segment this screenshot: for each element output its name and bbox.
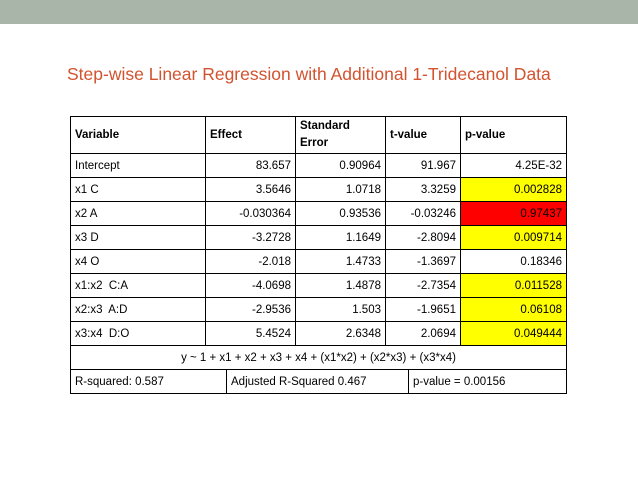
cell-t-value: -0.03246 [386,202,461,226]
cell-std-error: 1.503 [296,298,386,322]
cell-std-error: 1.4733 [296,250,386,274]
formula-row [71,346,567,370]
cell-t-value: 91.967 [386,154,461,178]
slide-title: Step-wise Linear Regression with Additional 1-Tridecanol Data [67,64,551,84]
table-header-row [71,117,567,154]
regression-formula: y ~ 1 + x1 + x2 + x3 + x4 + (x1*x2) + (x2*x3) + (x3*x4) [71,346,567,370]
cell-p-value-highlighted: 0.011528 [461,274,567,298]
cell-t-value: 2.0694 [386,322,461,346]
summary-row [71,370,567,394]
cell-variable: x3:x4 D:O [71,322,206,346]
cell-p-value-highlighted: 0.002828 [461,178,567,202]
header-standard-error-text: Standard Error [300,120,350,149]
regression-table [70,116,567,394]
cell-variable: x1 C [71,178,206,202]
header-standard-error [296,117,386,154]
cell-variable: x1:x2 C:A [71,274,206,298]
cell-std-error: 1.1649 [296,226,386,250]
cell-std-error: 0.90964 [296,154,386,178]
cell-variable: Intercept [71,154,206,178]
table-row [71,154,567,178]
cell-variable: x2 A [71,202,206,226]
cell-p-value-highlighted: 0.06108 [461,298,567,322]
header-p-value: p-value [461,117,567,154]
cell-std-error: 1.0718 [296,178,386,202]
cell-effect: -2.018 [206,250,296,274]
cell-p-value: 0.18346 [461,250,567,274]
table-row [71,226,567,250]
cell-t-value: -2.7354 [386,274,461,298]
table-row [71,178,567,202]
adjusted-r-squared: Adjusted R-Squared 0.467 [227,370,409,393]
cell-t-value: -1.3697 [386,250,461,274]
cell-effect: -3.2728 [206,226,296,250]
cell-std-error: 0.93536 [296,202,386,226]
cell-effect: -2.9536 [206,298,296,322]
cell-effect: 5.4524 [206,322,296,346]
cell-effect: -0.030364 [206,202,296,226]
cell-p-value-highlighted: 0.009714 [461,226,567,250]
summary-table [71,370,567,393]
cell-effect: -4.0698 [206,274,296,298]
r-squared: R-squared: 0.587 [71,370,227,393]
cell-variable: x2:x3 A:D [71,298,206,322]
header-effect: Effect [206,117,296,154]
cell-variable: x4 O [71,250,206,274]
cell-effect: 3.5646 [206,178,296,202]
cell-p-value-highlighted: 0.97437 [461,202,567,226]
table-row [71,322,567,346]
table-row [71,298,567,322]
table-row [71,202,567,226]
cell-t-value: -1.9651 [386,298,461,322]
cell-std-error: 2.6348 [296,322,386,346]
cell-variable: x3 D [71,226,206,250]
cell-t-value: 3.3259 [386,178,461,202]
table-row [71,274,567,298]
cell-t-value: -2.8094 [386,226,461,250]
table-row [71,250,567,274]
top-bar [0,0,638,24]
header-t-value: t-value [386,117,461,154]
cell-p-value-highlighted: 0.049444 [461,322,567,346]
cell-effect: 83.657 [206,154,296,178]
model-p-value: p-value = 0.00156 [413,375,506,388]
header-variable: Variable [71,117,206,154]
summary-cell [71,370,567,394]
cell-std-error: 1.4878 [296,274,386,298]
cell-p-value: 4.25E-32 [461,154,567,178]
